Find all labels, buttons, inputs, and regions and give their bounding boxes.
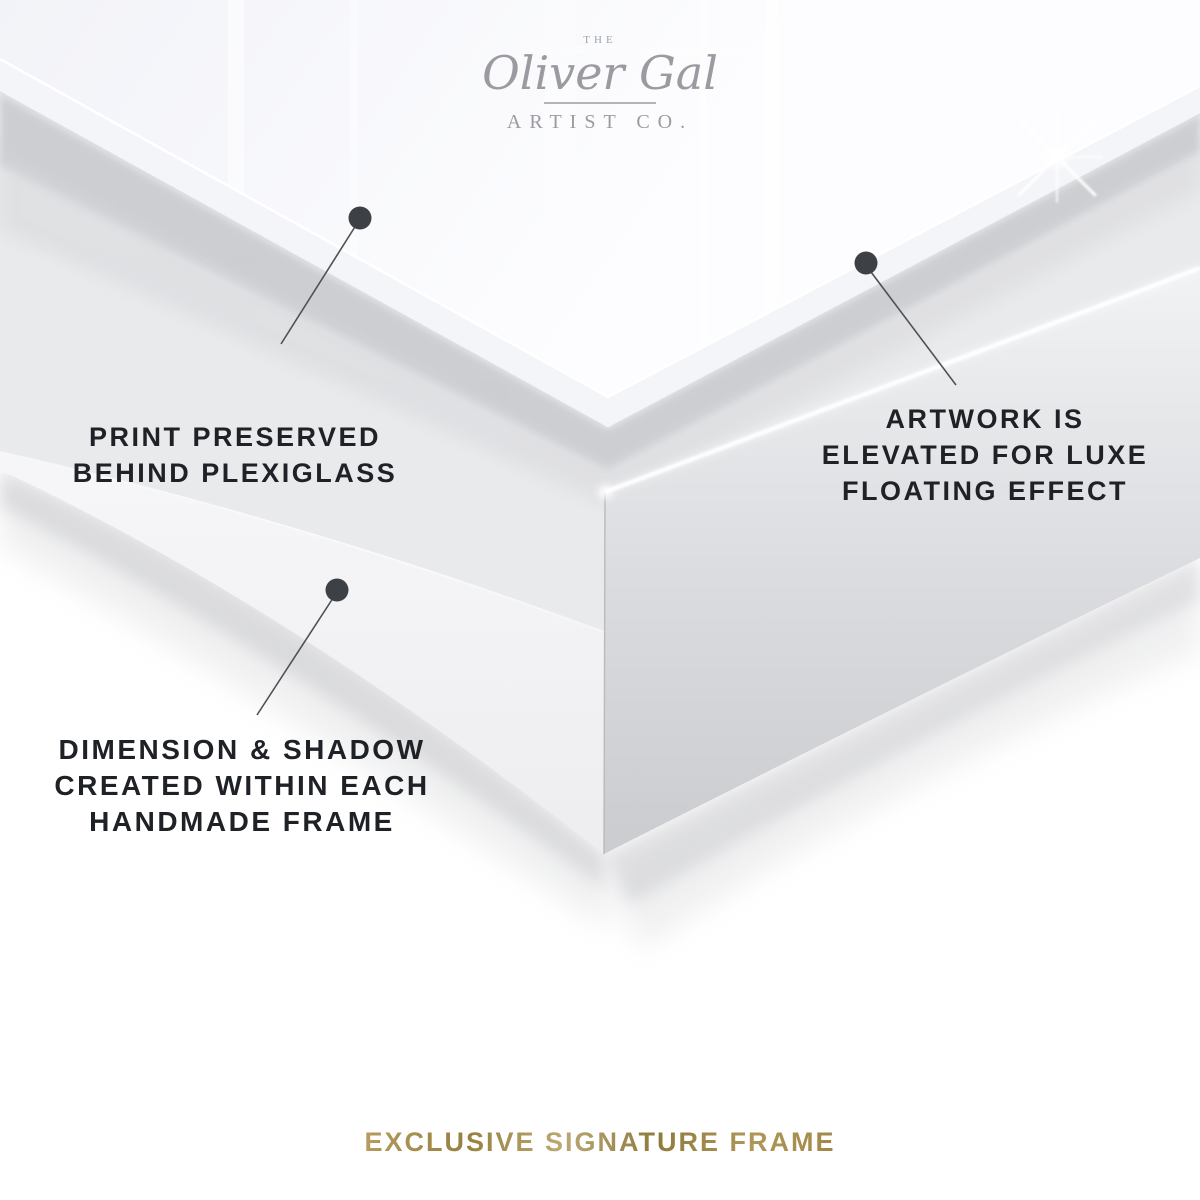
callout-line-text: BEHIND PLEXIGLASS	[72, 458, 398, 488]
callout-line-text: ARTWORK IS	[885, 404, 1085, 434]
brand-divider	[544, 102, 656, 104]
footer-title	[0, 1127, 1200, 1158]
brand-name: Oliver Gal	[482, 46, 718, 100]
callout-dot-handmade	[326, 579, 349, 602]
callout-dot-floating	[855, 252, 878, 275]
callout-line-text: PRINT PRESERVED	[88, 422, 382, 452]
brand-logo	[0, 34, 1200, 134]
callout-line-text: FLOATING EFFECT	[842, 476, 1128, 506]
callout-line-text: DIMENSION & SHADOW	[58, 734, 426, 765]
callout-floating-effect	[795, 401, 1175, 509]
callout-line-text: CREATED WITHIN EACH	[54, 770, 430, 801]
callout-handmade-frame	[30, 732, 454, 840]
callout-line-text: ELEVATED FOR LUXE	[821, 440, 1149, 470]
corner-seam	[604, 492, 605, 854]
brand-prefix: THE	[583, 34, 617, 46]
callout-dot-plexiglass	[349, 207, 372, 230]
brand-tagline: ARTIST CO.	[506, 111, 694, 133]
callout-plexiglass	[40, 419, 430, 491]
footer-title-text: EXCLUSIVE SIGNATURE FRAME	[364, 1127, 836, 1157]
callout-line-text: HANDMADE FRAME	[89, 806, 395, 837]
